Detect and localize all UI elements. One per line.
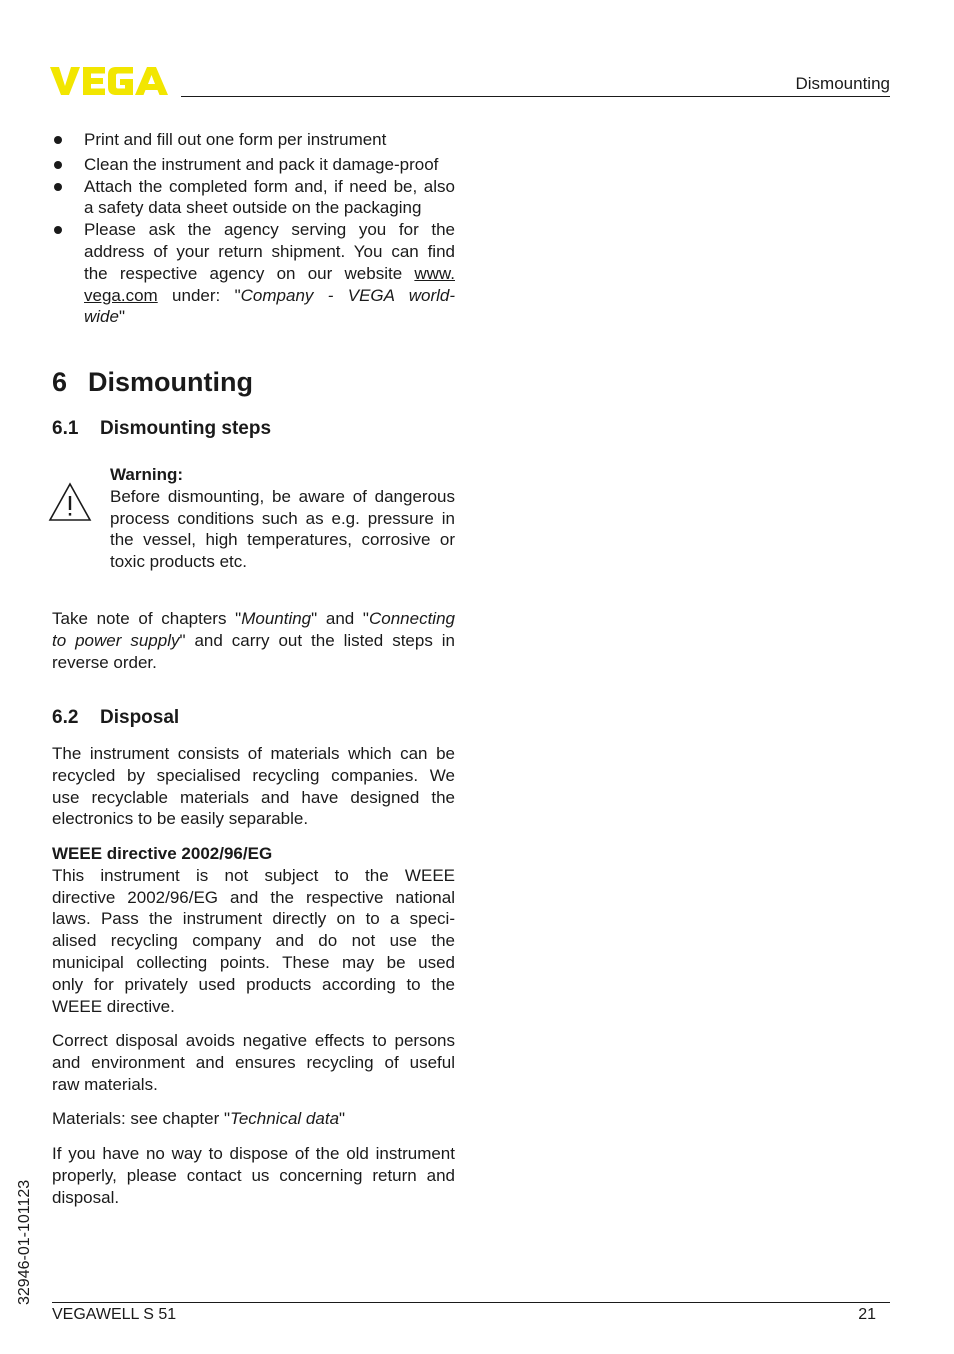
footer-product-name: VEGAWELL S 51 xyxy=(52,1306,177,1323)
paragraph-line: This instrument is not subject to the WEEE xyxy=(52,865,455,885)
section-heading-6-1 xyxy=(52,417,271,441)
list-item-text xyxy=(84,285,455,307)
text-run: under: " xyxy=(157,285,241,305)
paragraph-line: properly, please contact us concerning return and xyxy=(52,1165,455,1185)
document-code: 32946-01-101123 xyxy=(16,1179,33,1305)
chapter-reference: Mounting xyxy=(241,609,312,628)
chapter-number: 6 xyxy=(52,367,68,397)
bullet-icon xyxy=(54,136,62,144)
paragraph-line: If you have no way to dispose of the old instrument xyxy=(52,1144,455,1163)
weee-heading: WEEE directive 2002/96/EG xyxy=(52,844,273,863)
footer-divider xyxy=(52,1302,890,1303)
section-heading-6-2 xyxy=(52,706,179,730)
bullet-icon xyxy=(54,183,62,191)
text-run: Materials: see chapter " xyxy=(52,1109,231,1128)
disposal-benefit-paragraph xyxy=(52,1030,455,1095)
chapter-reference: to power supply xyxy=(52,630,180,650)
running-header-section: Dismounting xyxy=(795,74,890,93)
chapter-heading xyxy=(52,364,253,400)
paragraph-line: recycled by specialised recycling companies. We xyxy=(52,765,455,785)
vega-logo-icon xyxy=(50,64,170,98)
warning-text: Before dismounting, be aware of dangerous xyxy=(110,486,455,506)
materials-paragraph xyxy=(52,1108,455,1130)
return-instructions-list xyxy=(52,128,455,328)
warning-box xyxy=(110,464,455,573)
paragraph-line: The instrument consists of materials which can be xyxy=(52,744,455,763)
paragraph-line: disposal. xyxy=(52,1187,120,1207)
text-run: " and carry out the listed steps in xyxy=(179,630,455,650)
list-item-text: Please ask the agency serving you for the xyxy=(84,220,455,240)
dismounting-note xyxy=(52,608,455,673)
section-title: Disposal xyxy=(100,707,180,728)
list-item-text: address of your return shipment. You can find xyxy=(84,241,455,261)
paragraph-line: directive 2002/96/EG and the respective national xyxy=(52,887,455,907)
paragraph-line: laws. Pass the instrument directly on to a speci- xyxy=(52,909,455,929)
bullet-icon xyxy=(54,226,62,234)
list-item-text: Print and fill out one form per instrument xyxy=(84,130,387,149)
chapter-reference: Company - VEGA world- xyxy=(240,285,455,305)
paragraph-line: electronics to be easily separable. xyxy=(52,809,309,829)
list-item-text xyxy=(84,306,455,328)
list-item xyxy=(52,219,455,328)
chapter-title: Dismounting xyxy=(88,367,253,397)
paragraph-line: reverse order. xyxy=(52,652,157,672)
vega-logo xyxy=(50,64,170,98)
chapter-reference: Connecting xyxy=(368,609,455,628)
list-item-text xyxy=(84,263,455,285)
paragraph-line: Correct disposal avoids negative effects to persons xyxy=(52,1031,455,1050)
disposal-paragraph xyxy=(52,743,455,830)
paragraph-line xyxy=(52,630,455,652)
section-number: 6.2 xyxy=(52,707,79,728)
contact-paragraph xyxy=(52,1143,455,1208)
website-link[interactable]: vega.com xyxy=(84,285,158,305)
paragraph-line xyxy=(52,1108,455,1130)
list-item-text: Attach the completed form and, if need be, also xyxy=(84,176,455,196)
list-item xyxy=(52,129,455,151)
warning-text: process conditions such as e.g. pressure in xyxy=(110,508,455,528)
chapter-reference: wide xyxy=(84,307,119,327)
list-item-text: a safety data sheet outside on the packaging xyxy=(84,198,422,218)
paragraph-line xyxy=(52,608,455,630)
list-item xyxy=(52,176,455,220)
paragraph-line: raw materials. xyxy=(52,1074,158,1094)
paragraph-line: only for privately used products according to the xyxy=(52,974,455,994)
section-number: 6.1 xyxy=(52,418,79,439)
section-title: Dismounting steps xyxy=(100,418,272,439)
warning-text: toxic products etc. xyxy=(110,552,248,572)
bullet-icon xyxy=(54,161,62,169)
text-run: " and " xyxy=(311,609,369,628)
paragraph-line: alised recycling company and do not use the xyxy=(52,931,455,951)
text-run: the respective agency on our website xyxy=(84,263,415,283)
paragraph-line: use recyclable materials and have designed the xyxy=(52,787,455,807)
list-item xyxy=(52,154,455,176)
paragraph-line: municipal collecting points. These may be used xyxy=(52,952,455,972)
paragraph-line: and environment and ensures recycling of useful xyxy=(52,1052,455,1072)
chapter-reference: Technical data xyxy=(230,1109,340,1128)
text-run: " xyxy=(339,1109,346,1128)
page-number: 21 xyxy=(858,1306,876,1323)
warning-icon xyxy=(48,482,92,522)
paragraph-line: WEEE directive. xyxy=(52,996,175,1016)
list-item-text: Clean the instrument and pack it damage-proof xyxy=(84,154,439,174)
website-link[interactable]: www. xyxy=(414,263,455,283)
warning-title: Warning: xyxy=(110,465,184,484)
text-run: Take note of chapters " xyxy=(52,609,242,628)
warning-text: the vessel, high temperatures, corrosive or xyxy=(110,530,455,550)
header-divider xyxy=(181,96,890,97)
weee-section xyxy=(52,843,455,1017)
text-run: " xyxy=(118,307,126,327)
